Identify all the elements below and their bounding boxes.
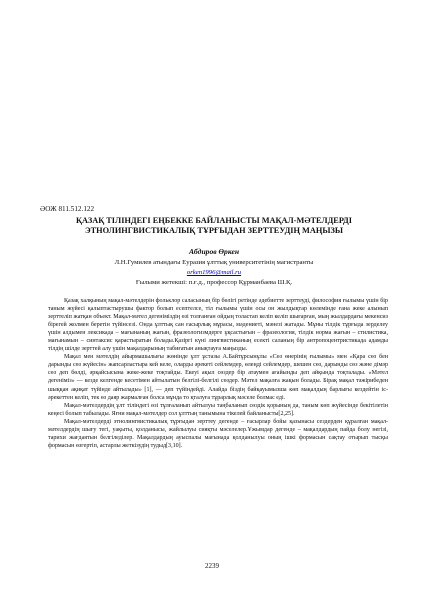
author-name: Абдиров Өркен (188, 247, 240, 256)
paragraph-1: Қазақ халқының мақал-мәтелдерін фольклор саласының бір бөлігі ретінде әдебиетте зерттеуді, философия ғылымы үшін бір таным жүйесі қалыптастырушы фактор болып есептелсе, тіл ғылымы үшін осы он жылдықтар көлемінде ғана жеке алынып зерттеліп жатқан объект. Мақал-мәтел дегеніміздің өзі толғанған ойдың толастап келіп келіп шығарған, мың жылдардағы мекенсиз бірегей жолмен беретін түйінсезі. Онда ұлттық сан ғасырлық мұрасы, мәдениеті, мәнезі жатады. Мұны тілдік тұрғыда зерделеу үшін алдымен лексикада – мағынаның жағын, фразеологизмдерге ұқсастығын – фразеология, тілдік норма жағын – стилистика, мағынамын – синтаксис қарастыратын болады.Қазіргі күні лингвистиканың есекті саланың бір антропоцентристикада адамды тілдің шілде зерттей алу үшін мақалдарының табиғатын анықтауға маңызды. (48, 298, 388, 353)
article-title (40, 216, 388, 236)
title-line-1: ҚАЗАҚ ТІЛІНДЕГІ ЕҢБЕККЕ БАЙЛАНЫСТЫ МАҚАЛ-МӘТЕЛДЕРДІ (76, 216, 352, 225)
author-affiliation: Л.Н.Гумилев атындағы Еуразия ұлттық университетінің магистранты (114, 259, 314, 266)
udc-code: ӘОЖ 811.512.122 (40, 205, 95, 213)
title-line-2: ЭТНОЛИНГВИСТИКАЛЫҚ ТҰРҒЫДАН ЗЕРТТЕУДІҢ МАҢЫЗЫ (84, 226, 343, 235)
author-email-link[interactable]: orken1996@mail.ru (186, 269, 242, 276)
article-body (48, 297, 388, 450)
paragraph-2: Мақал мен мәтелдің айырмашылығы жөнінде ұлт ұстазы А.Байтұрсынұлы «Сөз өнерінің ғылымы» мен «Қара сөз бен дарынды сөз жүйесін» жапсарластыра кей келе, оларды әрекеті сейлемдер, өлеңді сейлемдер, шешен сөз, дарынды сөз және дімәр сөз деп бөлді, әрқайсысына жеке-жеке тоқтайды. Екеуі ақыл сөздер бір атаумен ағайынды деп айқында тоқталады. «Мәтел дегеніміз» — кезде келгенде кесетімен айтылатын белгілі-белгілі сөздер. Мәтел мақалға жақын болады. Бірақ мақал тәжірибеден шыққан ақиқат түйінде айтылады» [1], — деп түйіндейді. Алайда біздің байқауымызша көп мақалдың барлығы кездейтін іс-әрекеттен келіп, тек өз даяр жармалған болса мұнда то қталуға тұрарлық мәселе болмас еді. (48, 354, 388, 401)
paragraph-3: Мақал-мәтелдердің ұлт тіліндегі өзі тұлғаланып айтылуы таңбаланып сөздік қорының да, таным көп жүйесінде бекітілетін кеңесі болып табылады. Яғни мақал-мәтелдер сол ұлттың танымына тікелей байланысты[2,25]. (48, 402, 388, 417)
page-number: 2239 (205, 562, 219, 570)
paragraph-4: Мақал-мәтелдерді этнолингвистикалық тұрғыдан зерттеу дегенде – ғасырлар бойы қазынасы сездерден құралған мақал-мәтелдердің шығу тегі, уақыты, қолданысы, жайлылуы сияқты мәселелер.Ұжымдар дегенде – мақалдардың пайда болу негізі, тарихи жағдаятын белгіледілер. Мақалдардың ауыспалы мағынада қолданылуы оның ішкі формасын сақтау отырып тысқы формасын өзгертіп, астарлы жеткізудің тудыд[3,10]. (48, 418, 388, 449)
scientific-advisor: Ғылыми жетекші: п.ғ.д., профессор Құрманбаева Ш.Қ. (135, 279, 293, 286)
